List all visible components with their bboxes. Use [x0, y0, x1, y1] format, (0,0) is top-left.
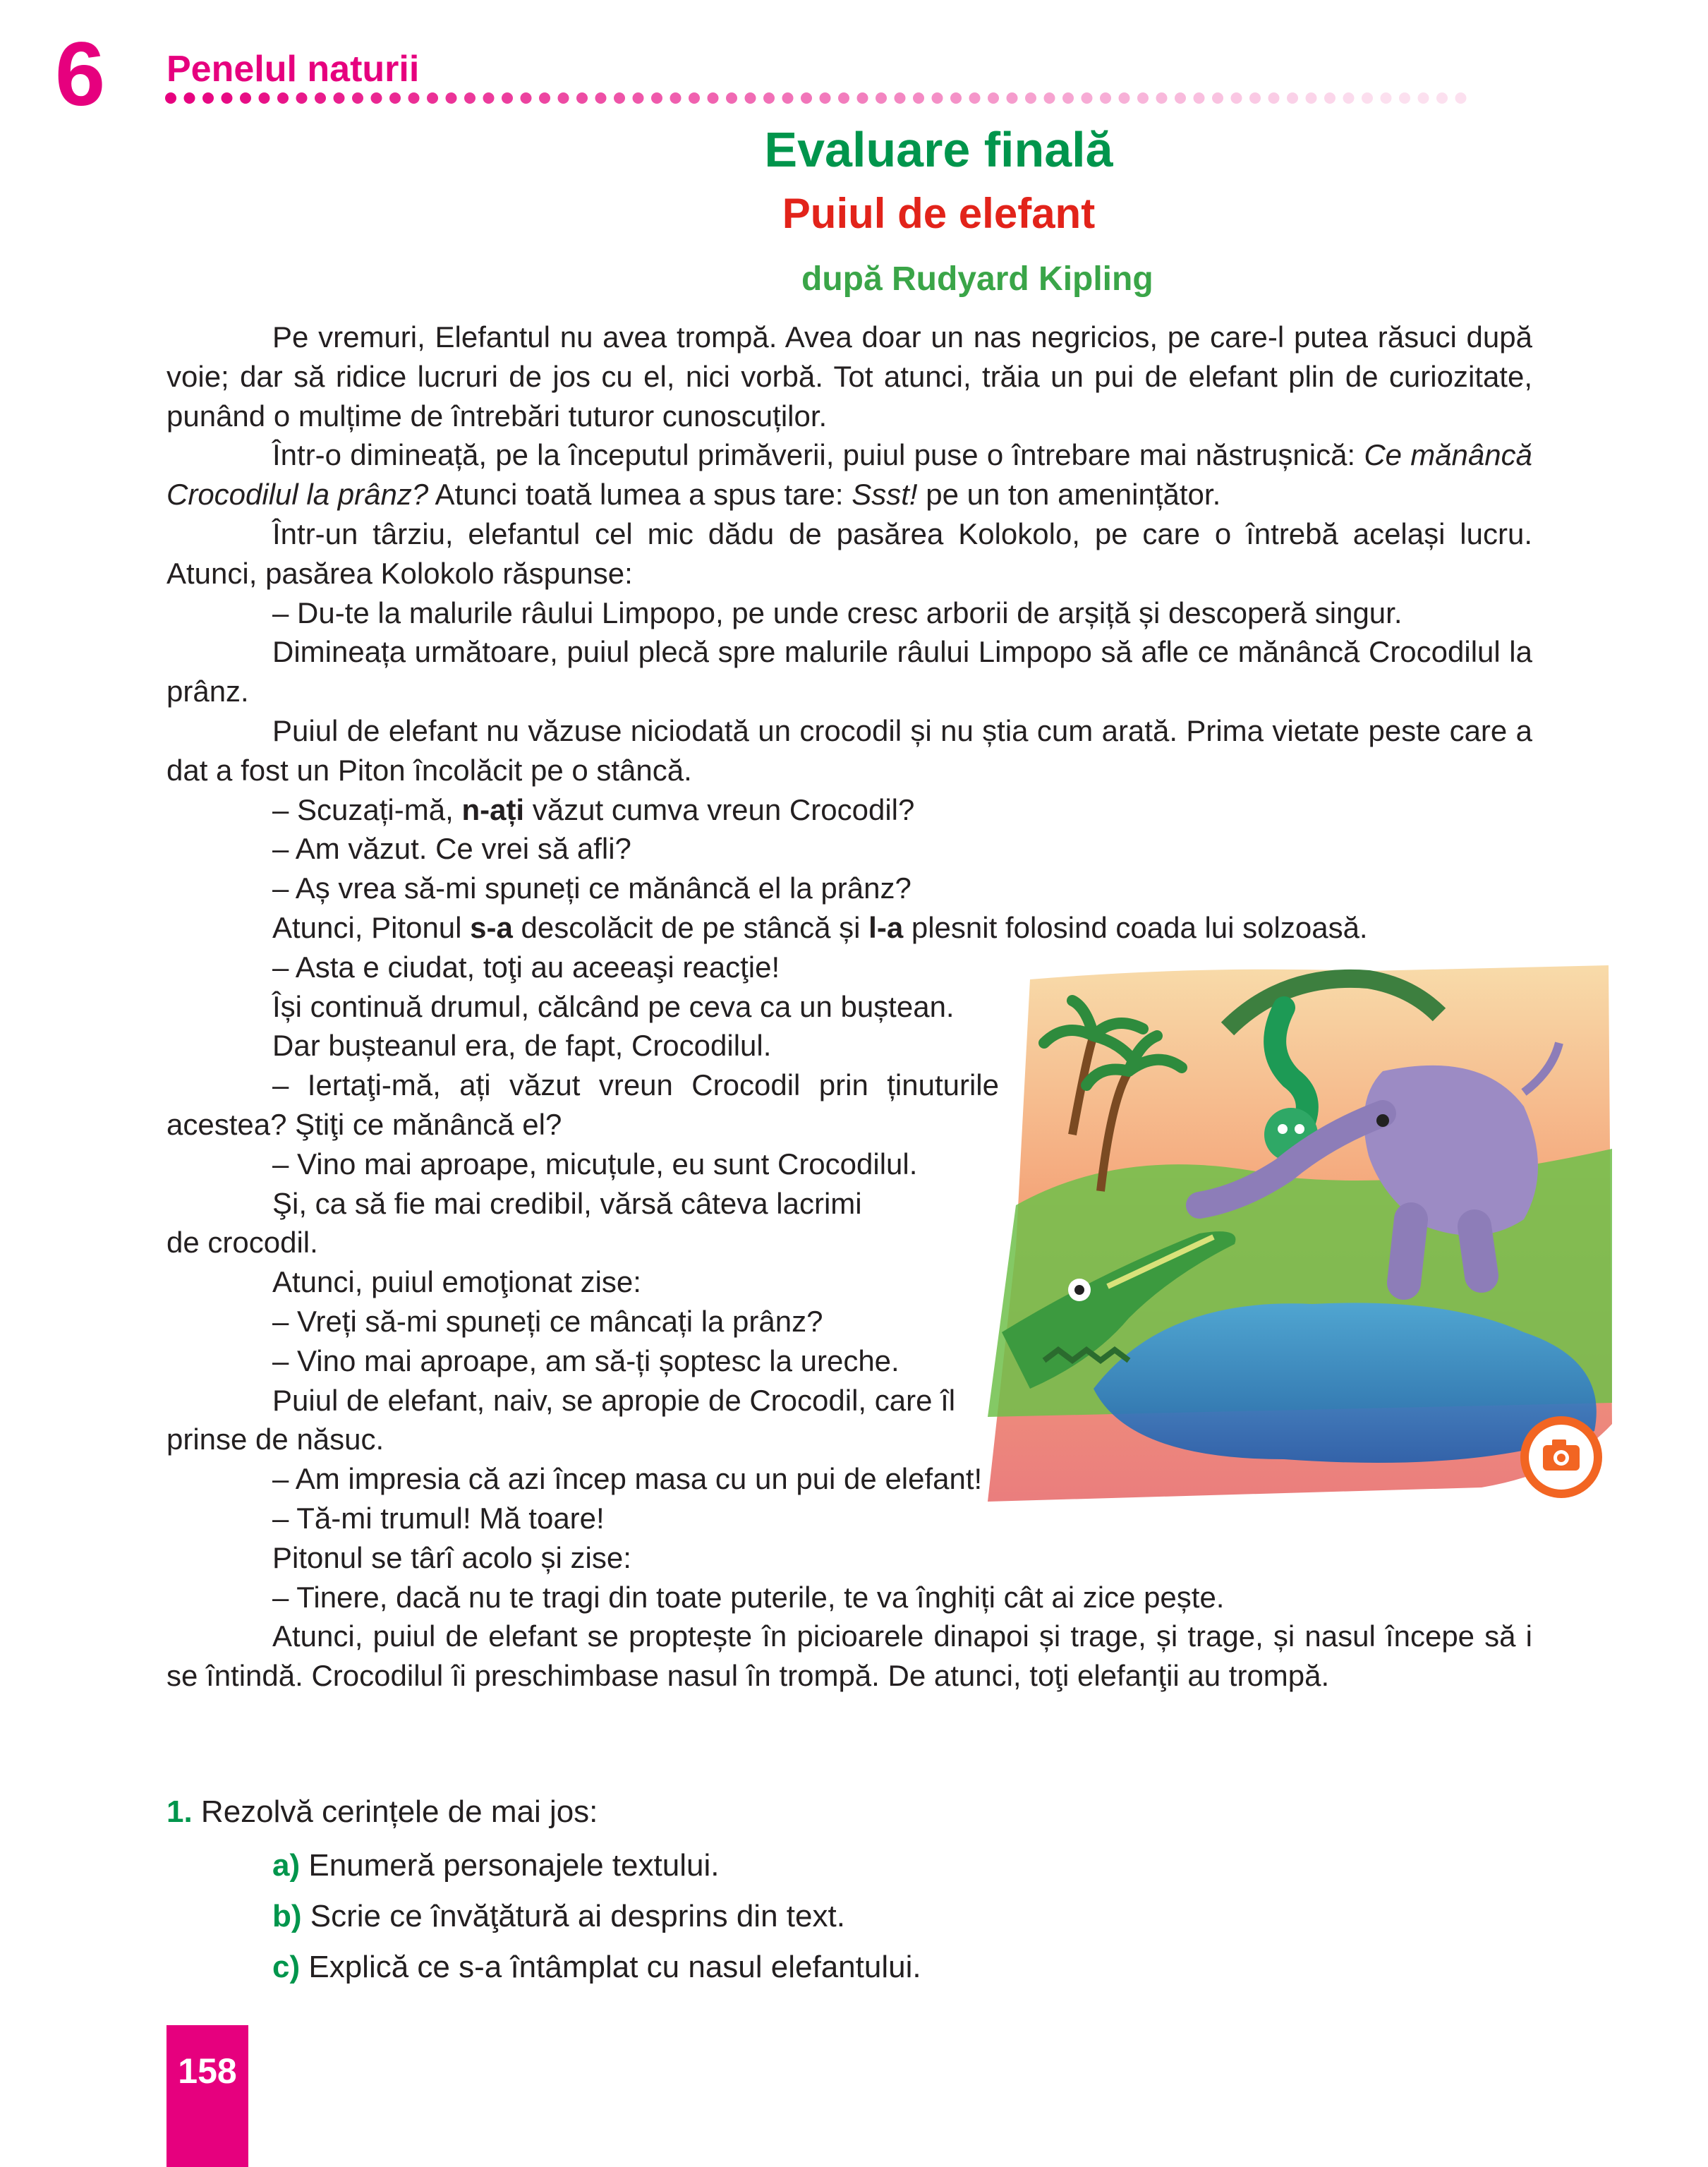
- paragraph: Pe vremuri, Elefantul nu avea trompă. Avea doar un nas negricios, pe care-l putea răsuci după voie; dar să ridice lucruri de jos cu el, nici vorbă. Tot atunci, trăia un pui de elefant plin de curiozitate, punând o mulțime de întrebări tuturor cunoscuților.: [166, 320, 1532, 433]
- divider-dot: [558, 92, 569, 104]
- divider-dot: [745, 92, 756, 104]
- divider-dot: [838, 92, 849, 104]
- dialogue-line: – Am văzut. Ce vrei să afli?: [272, 832, 631, 866]
- divider-dot: [1062, 92, 1074, 104]
- dialogue-line: – Vino mai aproape, micuțule, eu sunt Crocodilul.: [272, 1147, 918, 1181]
- divider-dot: [651, 92, 662, 104]
- divider-dot: [1119, 92, 1130, 104]
- divider-dot: [782, 92, 794, 104]
- divider-dot: [1212, 92, 1223, 104]
- divider-dot: [1100, 92, 1111, 104]
- dotted-divider: [162, 87, 1474, 109]
- divider-dot: [184, 92, 195, 104]
- divider-dot: [1436, 92, 1448, 104]
- divider-dot: [334, 92, 345, 104]
- page-number-tab: [166, 2025, 248, 2167]
- divider-dot: [1082, 92, 1093, 104]
- divider-dot: [595, 92, 607, 104]
- paragraph: Dimineața următoare, puiul plecă spre malurile râului Limpopo să afle ce mănâncă Crocodilul la prânz.: [166, 635, 1532, 708]
- paragraph: Pitonul se târî acolo și zise:: [272, 1540, 631, 1574]
- divider-dot: [1268, 92, 1280, 104]
- dialogue-line: – Tinere, dacă nu te tragi din toate puterile, te va înghiți cât ai zice pește.: [272, 1580, 1225, 1614]
- divider-dot: [296, 92, 308, 104]
- divider-dot: [913, 92, 924, 104]
- divider-dot: [521, 92, 532, 104]
- divider-dot: [763, 92, 775, 104]
- divider-dot: [576, 92, 588, 104]
- divider-dot: [1044, 92, 1055, 104]
- page-title: Evaluare finală: [764, 122, 1113, 177]
- paragraph: Puiul de elefant, naiv, se apropie de Crocodil, care îl prinse de năsuc.: [166, 1383, 956, 1456]
- divider-dot: [1324, 92, 1335, 104]
- divider-dot: [539, 92, 550, 104]
- divider-dot: [240, 92, 251, 104]
- divider-dot: [1306, 92, 1317, 104]
- divider-dot: [502, 92, 513, 104]
- divider-dot: [1399, 92, 1410, 104]
- chapter-number: 6: [55, 24, 106, 125]
- divider-dot: [371, 92, 382, 104]
- paragraph: Atunci, Pitonul s-a descolăcit de pe stâncă și l-a plesnit folosind coada lui solzoasă.: [272, 910, 1368, 944]
- task-item-b: b) Scrie ce învăţătură ai desprins din text.: [272, 1899, 845, 1933]
- divider-dot: [277, 92, 289, 104]
- task-item-a: a) Enumeră personajele textului.: [272, 1848, 720, 1883]
- divider-dot: [1455, 92, 1467, 104]
- divider-dot: [801, 92, 812, 104]
- task-heading: 1. Rezolvă cerințele de mai jos:: [166, 1794, 598, 1829]
- dialogue-line: – Tă-mi trumul! Mă toare!: [272, 1501, 605, 1535]
- task-item-c: c) Explică ce s-a întâmplat cu nasul elefantului.: [272, 1950, 921, 1984]
- divider-dot: [1137, 92, 1149, 104]
- story-author: după Rudyard Kipling: [801, 260, 1153, 298]
- divider-dot: [1249, 92, 1261, 104]
- divider-dot: [1194, 92, 1205, 104]
- dialogue-line: – Scuzați-mă, n-ați văzut cumva vreun Crocodil?: [272, 792, 915, 826]
- divider-dot: [857, 92, 868, 104]
- divider-dot: [689, 92, 700, 104]
- paragraph: Puiul de elefant nu văzuse niciodată un crocodil și nu știa cum arată. Prima vietate peste care a dat a fost un Piton încolăcit pe o stâncă.: [166, 713, 1532, 787]
- divider-dot: [1343, 92, 1355, 104]
- paragraph: Își continuă drumul, călcând pe ceva ca un buștean.: [272, 989, 955, 1023]
- page-number: 158: [178, 2051, 237, 2091]
- divider-dot: [1381, 92, 1392, 104]
- divider-dot: [1025, 92, 1036, 104]
- divider-dot: [222, 92, 233, 104]
- divider-dot: [1007, 92, 1018, 104]
- divider-dot: [614, 92, 625, 104]
- paragraph: Într-o dimineață, pe la începutul primăverii, puiul puse o întrebare mai năstrușnică: Ce mănâncă Crocodilul la prânz? Atunci toată lumea a spus tare: Ssst! pe un ton amenințător.: [166, 438, 1532, 512]
- divider-dot: [446, 92, 457, 104]
- divider-dot: [1287, 92, 1298, 104]
- dialogue-line: – Am impresia că azi încep masa cu un pui de elefant!: [272, 1462, 983, 1496]
- divider-dot: [708, 92, 719, 104]
- divider-dot: [483, 92, 495, 104]
- divider-dot: [165, 92, 176, 104]
- divider-dot: [1156, 92, 1168, 104]
- divider-dot: [895, 92, 906, 104]
- paragraph: Dar bușteanul era, de fapt, Crocodilul.: [272, 1029, 772, 1063]
- divider-dot: [352, 92, 363, 104]
- divider-dot: [670, 92, 682, 104]
- paragraph: Într-un târziu, elefantul cel mic dădu de pasărea Kolokolo, pe care o întrebă același lucru. Atunci, pasărea Kolokolo răspunse:: [166, 517, 1532, 590]
- dialogue-line: – Vreți să-mi spuneți ce mâncați la prânz?: [272, 1304, 823, 1338]
- chapter-title: Penelul naturii: [166, 49, 420, 90]
- divider-dot: [1418, 92, 1429, 104]
- divider-dot: [820, 92, 831, 104]
- divider-dot: [259, 92, 270, 104]
- paragraph: Atunci, puiul de elefant se proptește în picioarele dinapoi și trage, și trage, și nasul începe să i se întindă. Crocodilul îi preschimbase nasul în trompă. De atunci, toţi elefanţii au trompă.: [166, 1619, 1532, 1693]
- divider-dot: [464, 92, 476, 104]
- dialogue-line: – Vino mai aproape, am să-ți șoptesc la ureche.: [272, 1344, 900, 1377]
- divider-dot: [389, 92, 401, 104]
- divider-dot: [932, 92, 943, 104]
- divider-dot: [876, 92, 887, 104]
- divider-dot: [408, 92, 420, 104]
- divider-dot: [202, 92, 214, 104]
- story-illustration: [988, 965, 1612, 1502]
- divider-dot: [633, 92, 644, 104]
- divider-dot: [988, 92, 999, 104]
- divider-dot: [726, 92, 737, 104]
- divider-dot: [315, 92, 326, 104]
- paragraph: Şi, ca să fie mai credibil, vărsă câteva lacrimi de crocodil.: [166, 1186, 862, 1260]
- divider-dot: [1231, 92, 1242, 104]
- dialogue-line: – Aș vrea să-mi spuneți ce mănâncă el la prânz?: [272, 871, 911, 905]
- divider-dot: [950, 92, 962, 104]
- divider-dot: [427, 92, 438, 104]
- paragraph: Atunci, puiul emoţionat zise:: [272, 1265, 641, 1299]
- story-title: Puiul de elefant: [782, 190, 1096, 237]
- dialogue-line: – Iertaţi-mă, ați văzut vreun Crocodil prin ținuturile acestea? Ştiţi ce mănâncă el?: [166, 1068, 999, 1141]
- divider-dot: [969, 92, 981, 104]
- divider-dot: [1175, 92, 1186, 104]
- divider-dot: [1362, 92, 1373, 104]
- dialogue-line: – Du-te la malurile râului Limpopo, pe unde cresc arborii de arșiță și descoperă singur.: [272, 596, 1403, 629]
- dialogue-line: – Asta e ciudat, toţi au aceeaşi reacţie!: [272, 950, 780, 984]
